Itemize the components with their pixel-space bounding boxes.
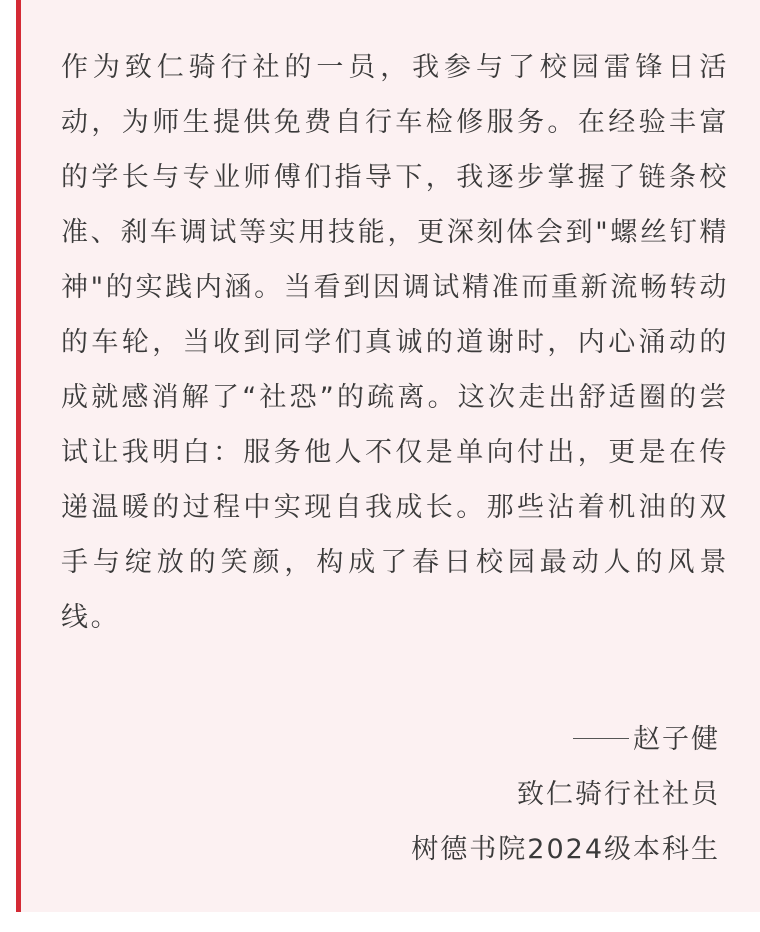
signature-name-line (411, 712, 720, 767)
article-paragraph: 作为致仁骑行社的一员，我参与了校园雷锋日活动，为师生提供免费自行车检修服务。在经验丰富的学长与专业师傅们指导下，我逐步掌握了链条校准、刹车调试等实用技能，更深刻体会到"螺丝钉精神"的实践内涵。当看到因调试精准而重新流畅转动的车轮，当收到同学们真诚的道谢时，内心涌动的成就感消解了“社恐”的疏离。这次走出舒适圈的尝试让我明白：服务他人不仅是单向付出，更是在传递温暖的过程中实现自我成长。那些沾着机油的双手与绽放的笑颜，构成了春日校园最动人的风景线。 (61, 52, 729, 633)
signature-dash (573, 738, 629, 739)
author-affiliation: 树德书院2024级本科生 (411, 834, 720, 865)
author-name: 赵子健 (633, 724, 720, 755)
article-card (16, 0, 760, 912)
signature-block (411, 712, 720, 877)
author-role: 致仁骑行社社员 (517, 779, 720, 810)
